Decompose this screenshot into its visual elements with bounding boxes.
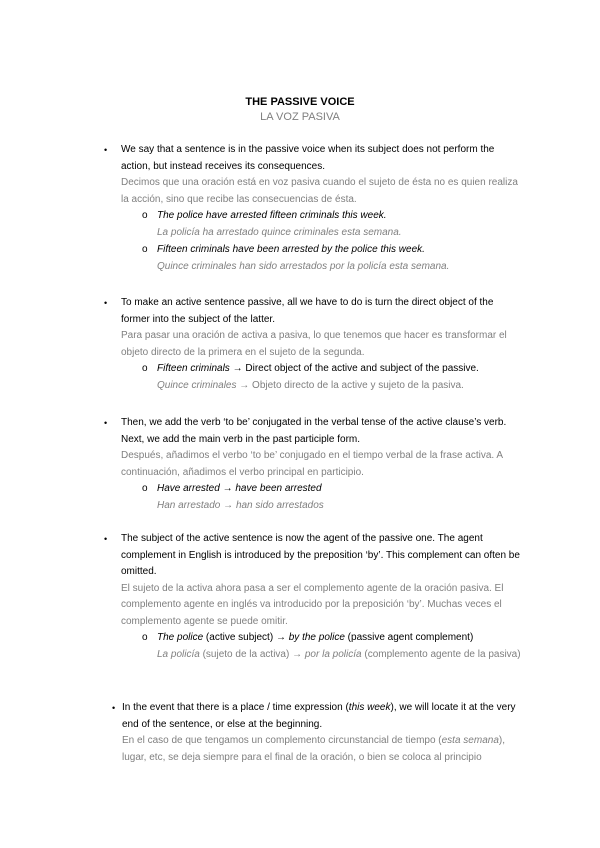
section-4-english: The subject of the active sentence is now the agent of the passive one. The agent complement in English is introduced by the preposition ‘by’. This complement can often be omitted. xyxy=(121,533,520,577)
arrow-right-icon: → xyxy=(239,379,250,391)
bullet-icon: • xyxy=(104,418,108,428)
example-4-spanish xyxy=(157,498,521,515)
bullet-icon: • xyxy=(112,703,116,713)
verb-active-english: Have arrested xyxy=(157,483,220,494)
example-5 xyxy=(121,630,521,663)
text-run: ), we will locate it at the very end of the sentence, or else at the beginning. xyxy=(122,702,516,730)
verb-passive-english: have been arrested xyxy=(235,483,322,494)
section-2 xyxy=(104,295,521,394)
example-1-english: The police have arrested fifteen criminals this week. xyxy=(157,210,387,221)
agent-complement-spanish: por la policía xyxy=(304,648,362,660)
example-3 xyxy=(121,361,521,394)
circle-bullet-icon: o xyxy=(142,483,148,494)
circle-bullet-icon: o xyxy=(142,244,148,255)
bullet-icon: • xyxy=(104,298,108,308)
section-4 xyxy=(104,531,521,663)
page-subtitle-spanish: LA VOZ PASIVA xyxy=(260,111,340,123)
section-5-english xyxy=(122,700,522,733)
bullet-icon: • xyxy=(104,534,108,544)
arrow-right-icon: → xyxy=(292,648,303,660)
arrow-right-icon: → xyxy=(232,363,243,374)
section-4-spanish: El sujeto de la activa ahora pasa a ser el complemento agente de la oración pasiva. El complemento agente en inglés va introducido por la preposición ‘by’. Muchas veces el complemento agente se puede omitir. xyxy=(121,582,504,627)
section-5-spanish xyxy=(122,733,522,766)
example-4-english xyxy=(157,481,521,498)
text-run: En el caso de que tengamos un complemento circunstancial de tiempo ( xyxy=(122,735,442,746)
circle-bullet-icon: o xyxy=(142,363,148,374)
section-5 xyxy=(112,700,522,766)
emphasis-this-week: this week xyxy=(348,702,391,713)
definition-english: Direct object of the active and subject of the passive. xyxy=(245,363,479,374)
verb-passive-spanish: han sido arrestados xyxy=(235,499,324,511)
page-title: THE PASSIVE VOICE xyxy=(245,96,355,108)
term-spanish: Quince criminales xyxy=(157,379,237,391)
example-2-english: Fifteen criminals have been arrested by the police this week. xyxy=(157,244,425,255)
arrow-right-icon: → xyxy=(222,483,233,494)
arrow-right-icon: → xyxy=(223,499,234,511)
example-2 xyxy=(121,242,521,275)
agent-complement-english: by the police xyxy=(288,632,345,643)
section-1 xyxy=(104,142,521,275)
arrow-right-icon: → xyxy=(275,632,286,643)
example-1 xyxy=(121,208,521,241)
text-run: In the event that there is a place / time expression ( xyxy=(122,702,349,713)
active-subject-english: The police xyxy=(157,632,204,643)
section-3-english: Then, we add the verb ‘to be’ conjugated in the verbal tense of the active clause’s verb. Next, we add the main verb in the past participle form. xyxy=(121,417,507,445)
note-spanish: (sujeto de la activa) xyxy=(202,648,290,660)
note-english: (active subject) xyxy=(205,632,274,643)
example-1-spanish: La policía ha arrestado quince criminales esta semana. xyxy=(157,226,402,238)
section-3-spanish: Después, añadimos el verbo ‘to be’ conjugado en el tiempo verbal de la frase activa. A continuación, añadimos el verbo principal en participio. xyxy=(121,450,503,478)
section-3 xyxy=(104,415,521,514)
example-2-spanish: Quince criminales han sido arrestados por la policía esta semana. xyxy=(157,260,450,272)
example-4 xyxy=(121,481,521,514)
emphasis-esta-semana: esta semana xyxy=(441,735,499,746)
section-1-english: We say that a sentence is in the passive voice when its subject does not perform the action, but instead receives its consequences. xyxy=(121,144,495,172)
verb-active-spanish: Han arrestado xyxy=(157,499,221,511)
definition-spanish: Objeto directo de la active y sujeto de la pasiva. xyxy=(252,379,464,391)
section-2-english: To make an active sentence passive, all we have to do is turn the direct object of the former into the subject of the latter. xyxy=(121,297,494,325)
text-run: ), lugar, etc, se deja siempre para el final de la oración, o bien se coloca al principio xyxy=(122,735,505,763)
section-2-spanish: Para pasar una oración de activa a pasiva, lo que tenemos que hacer es transformar el objeto directo de la primera en el sujeto de la segunda. xyxy=(121,330,507,358)
note-spanish: (complemento agente de la pasiva) xyxy=(364,648,521,660)
example-3-english xyxy=(157,361,521,378)
example-3-spanish xyxy=(157,378,521,395)
example-5-english xyxy=(157,630,521,647)
example-5-spanish xyxy=(157,647,521,664)
circle-bullet-icon: o xyxy=(142,632,148,643)
active-subject-spanish: La policía xyxy=(157,648,200,660)
circle-bullet-icon: o xyxy=(142,210,148,221)
bullet-icon: • xyxy=(104,145,108,155)
note-english: (passive agent complement) xyxy=(347,632,474,643)
section-1-spanish: Decimos que una oración está en voz pasiva cuando el sujeto de ésta no es quien realiza la acción, sino que recibe las consecuencias de ésta. xyxy=(121,177,518,205)
term-english: Fifteen criminals xyxy=(157,363,230,374)
